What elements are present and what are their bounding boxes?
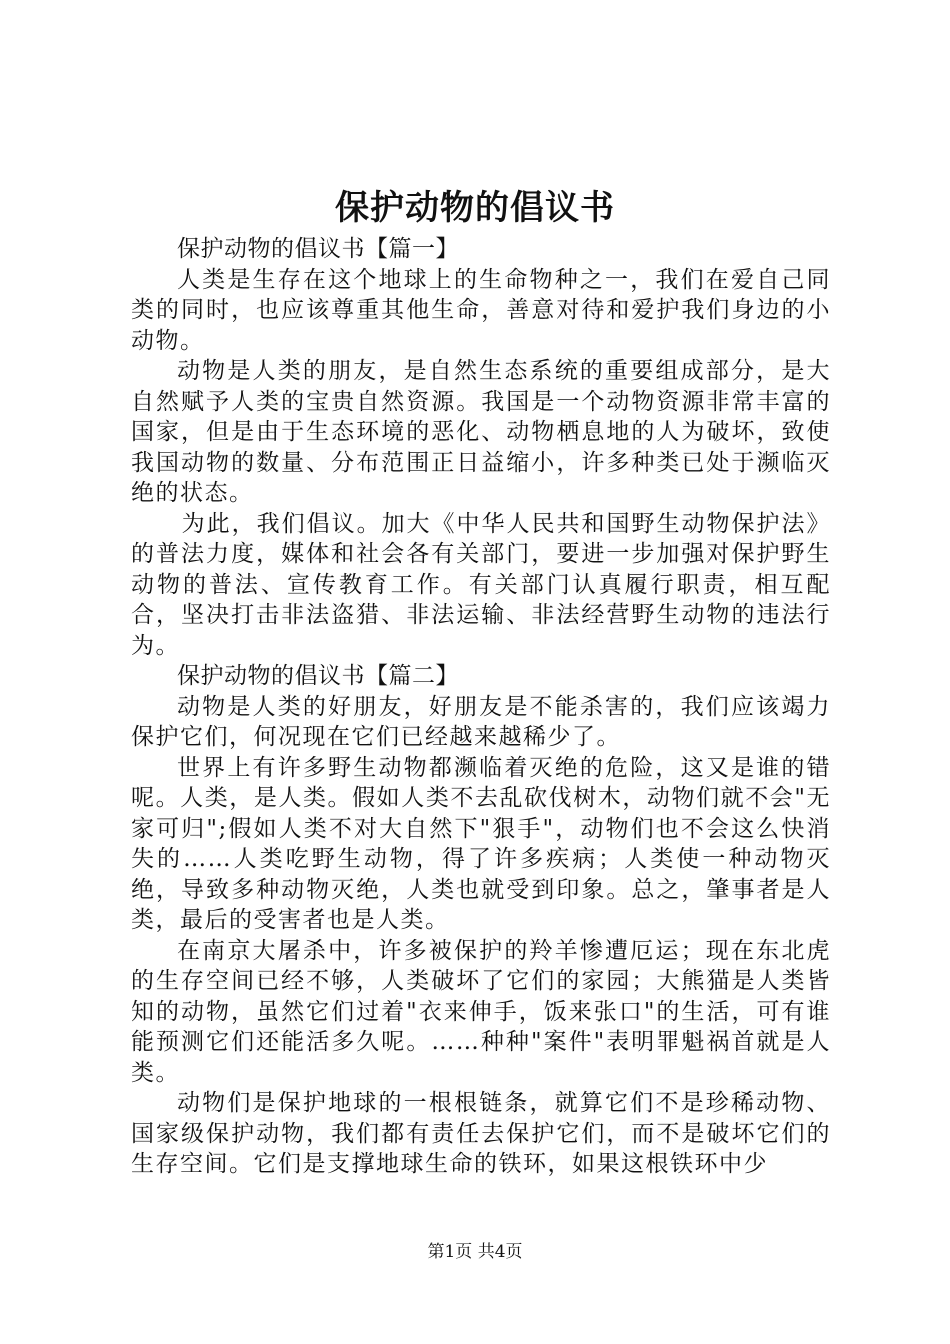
paragraph: 动物是人类的朋友，是自然生态系统的重要组成部分，是大自然赋予人类的宝贵自然资源。我国是一个动物资源非常丰富的国家，但是由于生态环境的恶化、动物栖息地的人为破坏，致使我国动物的数量、分布范围正日益缩小，许多种类已处于濒临灭绝的状态。	[131, 358, 831, 506]
section-heading-2: 保护动物的倡议书【篇二】	[177, 663, 459, 689]
paragraph: 为此，我们倡议。加大《中华人民共和国野生动物保护法》的普法力度，媒体和社会各有关部门，要进一步加强对保护野生动物的普法、宣传教育工作。有关部门认真履行职责，相互配合，坚决打击非法盗猎、非法运输、非法经营野生动物的违法行为。	[131, 510, 831, 659]
paragraph: 在南京大屠杀中，许多被保护的羚羊惨遭厄运；现在东北虎的生存空间已经不够，人类破坏了它们的家园；大熊猫是人类皆知的动物，虽然它们过着"衣来伸手，饭来张口"的生活，可有谁能预测它们还能活多久呢。……种种"案件"表明罪魁祸首就是人类。	[131, 937, 831, 1086]
paragraph: 动物们是保护地球的一根根链条，就算它们不是珍稀动物、国家级保护动物，我们都有责任去保护它们，而不是破坏它们的生存空间。它们是支撑地球生命的铁环，如果这根铁环中少	[131, 1090, 831, 1177]
paragraph: 人类是生存在这个地球上的生命物种之一，我们在爱自己同类的同时，也应该尊重其他生命，善意对待和爱护我们身边的小动物。	[131, 266, 831, 354]
paragraph: 动物是人类的好朋友，好朋友是不能杀害的，我们应该竭力保护它们，何况现在它们已经越来越稀少了。	[131, 693, 831, 750]
document-title: 保护动物的倡议书	[335, 188, 615, 228]
paragraph: 世界上有许多野生动物都濒临着灭绝的危险，这又是谁的错呢。人类，是人类。假如人类不去乱砍伐树木，动物们就不会"无家可归";假如人类不对大自然下"狠手"，动物们也不会这么快消失的……人类吃野生动物，得了许多疾病；人类使一种动物灭绝，导致多种动物灭绝，人类也就受到印象。总之，肇事者是人类，最后的受害者也是人类。	[131, 754, 831, 933]
document-body	[131, 234, 831, 1180]
section-heading-1: 保护动物的倡议书【篇一】	[177, 236, 459, 262]
page-footer: 第1页 共4页	[427, 1242, 523, 1262]
